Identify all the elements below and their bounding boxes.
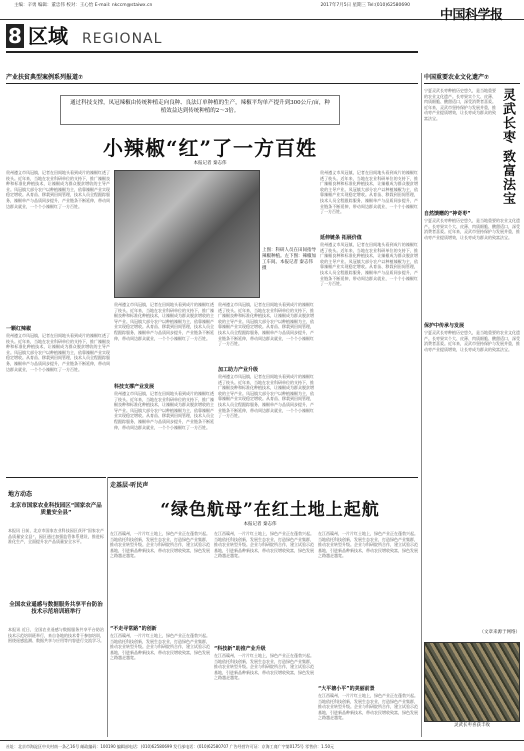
photo-caption: 上图：科研人员在田间指导辣椒种植。左下图：辣椒加工车间。本报记者 秦志伟摄 — [262, 248, 316, 271]
main-byline: 本报记者 秦志伟 — [193, 161, 227, 166]
article1-subhead-4: 延伸链条 拓展价值 — [320, 235, 362, 241]
lower-rubric: 走基层·听民声 — [110, 482, 149, 489]
article2-col3: 在江西赣州，一片片红土地上，绿色产业正在蓬勃兴起。当地依托科技创新，发展生态农业，打造绿色产业集群，推动农业转型升级。企业与科研院所合作，建立试验示范基地，引进新品种新技术，带动农民增收致富，绿色发展之路越走越宽。 — [318, 531, 418, 559]
column-divider — [421, 73, 422, 737]
section-title: 区域 — [28, 24, 68, 48]
article2-subhead-1: “不走寻常路”的创新 — [110, 626, 157, 632]
article2-col1b: 在江西赣州，一片片红土地上，绿色产业正在蓬勃兴起。当地依托科技创新，发展生态农业，打造绿色产业集群，推动农业转型升级。企业与科研院所合作，建立试验示范基地，引进新品种新技术，带动农民增收致富，绿色发展之路越走越宽。 — [110, 633, 210, 661]
editor-info: 主编：辛勇 编辑：董忠伟 校对：王心怡 E-mail: nkccm@staiwx.cn — [14, 3, 153, 8]
left-rubric: 地方动态 — [8, 491, 33, 498]
left-rule — [6, 477, 106, 478]
side-rule — [424, 83, 520, 84]
jujube-caption: 灵武长枣喜获丰收 — [454, 723, 490, 728]
article1-subhead-2: 科技支撑产业发展 — [114, 384, 155, 390]
section-divider — [6, 51, 418, 53]
side-subhead-2: 保护中传承与发展 — [424, 323, 465, 329]
side-rubric: 中国重要农业文化遗产⑦ — [424, 74, 490, 81]
article1-subhead-1: 一颗红辣椒 — [6, 326, 32, 332]
article2-col2: 在江西赣州，一片片红土地上，绿色产业正在蓬勃兴起。当地依托科技创新，发展生态农业，打造绿色产业集群，推动农业转型升级。企业与科研院所合作，建立试验示范基地，引进新品种新技术，带动农民增收致富，绿色发展之路越走越宽。 — [214, 531, 314, 559]
article2-subhead-2: “科技新”助推产业升级 — [214, 646, 266, 652]
article1-col3: 贵州遵义市凤冠镇，记者在田间地头看到成片的辣椒红透了枝头。近年来，当地在农业科研单位的支持下，推广辣椒良种和标准化种植技术，让辣椒成为群众脱贫增收的主导产业。凤冠镇大部分农户以种植辣椒为主，依靠辣椒产业实现稳定增收。从育苗、移栽到田间管理，技术人员全程跟踪服务，辣椒单产与品质同步提升，产业链条不断延伸，带动周边群众就业，一个个小辣椒红了一方百姓。 — [218, 302, 314, 347]
article2-col2b: 在江西赣州，一片片红土地上，绿色产业正在蓬勃兴起。当地依托科技创新，发展生态农业，打造绿色产业集群，推动农业转型升级。企业与科研院所合作，建立试验示范基地，引进新品种新技术，带动农民增收致富，绿色发展之路越走越宽。 — [214, 653, 314, 681]
side-col2: 宁夏灵武长枣种植历史悠久，是当地重要的农业文化遗产。长枣果实个大、皮薄、肉质细脆、酸甜适口，深受消费者喜爱。近年来，灵武市坚持保护与发展并重，推动枣产业提质增效，让长枣成为群众的致富法宝。 — [424, 218, 520, 240]
masthead-logo: 中国科学报 — [440, 8, 503, 23]
page-number: 8 — [6, 24, 24, 48]
brief-headline-1: 北京市国家农业科技园区“国家农产品质量安全县” — [10, 503, 102, 516]
lower-byline: 本报记者 秦志伟 — [243, 522, 277, 527]
article1-col4b: 贵州遵义市凤冠镇，记者在田间地头看到成片的辣椒红透了枝头。近年来，当地在农业科研单位的支持下，推广辣椒良种和标准化种植技术，让辣椒成为群众脱贫增收的主导产业。凤冠镇大部分农户以种植辣椒为主，依靠辣椒产业实现稳定增收。从育苗、移栽到田间管理，技术人员全程跟踪服务，辣椒单产与品质同步提升，产业链条不断延伸，带动周边群众就业，一个个小辣椒红了一方百姓。 — [320, 242, 418, 287]
source-note: （文章来源于网络） — [479, 630, 520, 635]
issue-date: 2017年7月5日 星期三 Tel:(010)62580690 — [320, 3, 410, 8]
main-rubric: 产业扶贫典型案例系列报道⑦ — [6, 74, 84, 81]
article2-col1: 在江西赣州，一片片红土地上，绿色产业正在蓬勃兴起。当地依托科技创新，发展生态农业，打造绿色产业集群，推动农业转型升级。企业与科研院所合作，建立试验示范基地，引进新品种新技术，带动农民增收致富，绿色发展之路越走越宽。 — [110, 531, 210, 559]
article1-col2: 贵州遵义市凤冠镇，记者在田间地头看到成片的辣椒红透了枝头。近年来，当地在农业科研单位的支持下，推广辣椒良种和标准化种植技术，让辣椒成为群众脱贫增收的主导产业。凤冠镇大部分农户以种植辣椒为主，依靠辣椒产业实现稳定增收。从育苗、移栽到田间管理，技术人员全程跟踪服务，辣椒单产与品质同步提升，产业链条不断延伸，带动周边群众就业，一个个小辣椒红了一方百姓。 — [114, 302, 214, 341]
article1-col4: 贵州遵义市凤冠镇，记者在田间地头看到成片的辣椒红透了枝头。近年来，当地在农业科研单位的支持下，推广辣椒良种和标准化种植技术，让辣椒成为群众脱贫增收的主导产业。凤冠镇大部分农户以种植辣椒为主，依靠辣椒产业实现稳定增收。从育苗、移栽到田间管理，技术人员全程跟踪服务，辣椒单产与品质同步提升，产业链条不断延伸，带动周边群众就业，一个个小辣椒红了一方百姓。 — [320, 170, 418, 215]
lower-headline: “绿色航母”在红土地上起航 — [160, 500, 380, 520]
field-photo — [114, 170, 260, 298]
main-headline: 小辣椒“红”了一方百姓 — [102, 136, 317, 160]
article1-col1: 贵州遵义市凤冠镇，记者在田间地头看到成片的辣椒红透了枝头。近年来，当地在农业科研单位的支持下，推广辣椒良种和标准化种植技术，让辣椒成为群众脱贫增收的主导产业。凤冠镇大部分农户以种植辣椒为主，依靠辣椒产业实现稳定增收。从育苗、移栽到田间管理，技术人员全程跟踪服务，辣椒单产与品质同步提升，产业链条不断延伸，带动周边群众就业，一个个小辣椒红了一方百姓。 — [6, 170, 110, 209]
brief-body-2: 本报讯 近日，全国农业遥感与数据服务共享平台防治技术示范培训班举行，来自各地的技术骨干参加培训，围绕遥感监测、数据共享与应用等内容进行交流学习。 — [8, 627, 104, 644]
rubric-rule — [6, 83, 418, 84]
jujube-photo — [424, 642, 520, 722]
brief-body-1: 本报讯 日前，北京市国家农业科技园区获评“国家农产品质量安全县”，园区通过加强监管体系建设，推进标准化生产，全面提升农产品质量安全水平。 — [8, 528, 104, 545]
lead-summary: 通过科技支撑，凤冠辣椒由传统种植走向良种、良法订单种植的生产，辣椒平均单产提升到300公斤/亩，种植效益达到传统种植的2～3倍。 — [60, 95, 340, 125]
side-subhead-1: 自然馈赠的“神奇枣” — [424, 211, 471, 217]
lower-rule — [108, 477, 418, 478]
article1-col2b: 贵州遵义市凤冠镇，记者在田间地头看到成片的辣椒红透了枝头。近年来，当地在农业科研单位的支持下，推广辣椒良种和标准化种植技术，让辣椒成为群众脱贫增收的主导产业。凤冠镇大部分农户以种植辣椒为主，依靠辣椒产业实现稳定增收。从育苗、移栽到田间管理，技术人员全程跟踪服务，辣椒单产与品质同步提升，产业链条不断延伸，带动周边群众就业，一个个小辣椒红了一方百姓。 — [114, 391, 214, 430]
brief-headline-2: 全国农业遥感与数据服务共享平台防治技术示范培训班举行 — [9, 602, 103, 615]
article1-col1b: 贵州遵义市凤冠镇，记者在田间地头看到成片的辣椒红透了枝头。近年来，当地在农业科研单位的支持下，推广辣椒良种和标准化种植技术，让辣椒成为群众脱贫增收的主导产业。凤冠镇大部分农户以种植辣椒为主，依靠辣椒产业实现稳定增收。从育苗、移栽到田间管理，技术人员全程跟踪服务，辣椒单产与品质同步提升，产业链条不断延伸，带动周边群众就业，一个个小辣椒红了一方百姓。 — [6, 333, 110, 372]
side-col1: 宁夏灵武长枣种植历史悠久，是当地重要的农业文化遗产。长枣果实个大、皮薄、肉质细脆、酸甜适口，深受消费者喜爱。近年来，灵武市坚持保护与发展并重，推动枣产业提质增效，让长枣成为群众的致富法宝。 — [424, 88, 496, 121]
footer-imprint: 社址：北京市海淀区中关村南一条乙16号 邮政编码：100190 编辑部电话：(010)62580699 发行部电话：(010)62580707 广告经营许可证：京海工商广字第0175号 零售价：1.50元 — [0, 740, 524, 751]
article1-subhead-3: 加工助力产业升级 — [218, 367, 259, 373]
left-column-divider — [107, 477, 108, 737]
section-english: REGIONAL — [82, 31, 163, 47]
article1-col3b: 贵州遵义市凤冠镇，记者在田间地头看到成片的辣椒红透了枝头。近年来，当地在农业科研单位的支持下，推广辣椒良种和标准化种植技术，让辣椒成为群众脱贫增收的主导产业。凤冠镇大部分农户以种植辣椒为主，依靠辣椒产业实现稳定增收。从育苗、移栽到田间管理，技术人员全程跟踪服务，辣椒单产与品质同步提升，产业链条不断延伸，带动周边群众就业，一个个小辣椒红了一方百姓。 — [218, 374, 314, 419]
side-col3: 宁夏灵武长枣种植历史悠久，是当地重要的农业文化遗产。长枣果实个大、皮薄、肉质细脆、酸甜适口，深受消费者喜爱。近年来，灵武市坚持保护与发展并重，推动枣产业提质增效，让长枣成为群众的致富法宝。 — [424, 330, 520, 352]
side-vertical-title: 灵武长枣 致富法宝 — [500, 88, 515, 206]
article2-col3b: 在江西赣州，一片片红土地上，绿色产业正在蓬勃兴起。当地依托科技创新，发展生态农业，打造绿色产业集群，推动农业转型升级。企业与科研院所合作，建立试验示范基地，引进新品种新技术，带动农民增收致富，绿色发展之路越走越宽。 — [318, 693, 418, 721]
article2-subhead-3: “大平塘小平”的美丽前景 — [318, 686, 375, 692]
